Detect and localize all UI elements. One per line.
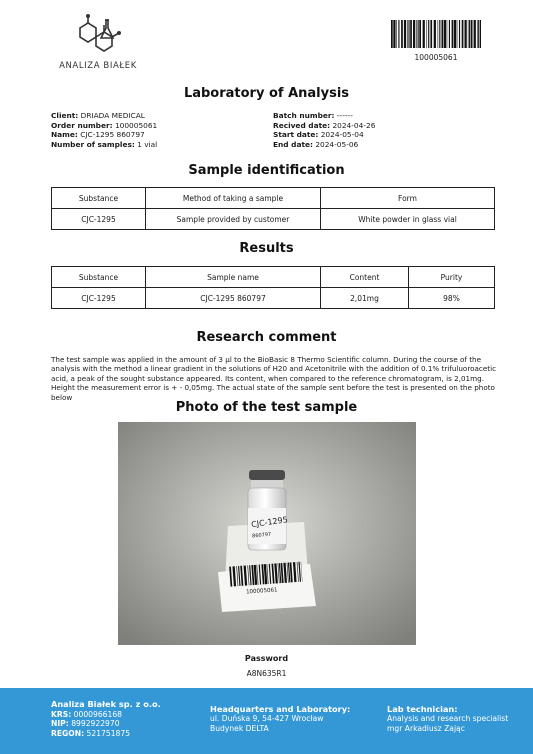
footer-headquarters [210,704,350,734]
barcode-bar [426,20,427,48]
barcode-bar [452,20,454,48]
tech-line2: mgr Arkadiusz Zając [387,724,465,733]
batch-value: ------ [336,111,353,120]
barcode-bar [396,20,397,48]
client-label: Client: [51,111,79,120]
password-value: A8N635R1 [246,669,287,678]
client-info-right [273,111,375,149]
table-header-cell: Form [321,188,495,209]
page-title: Laboratory of Analysis [183,86,350,101]
table-header-row [52,267,495,288]
name-value: CJC-1295 860797 [80,130,145,140]
barcode-bar [438,20,439,48]
barcode-bar [407,20,408,48]
krs-value: 0000966168 [73,709,122,719]
photo-heading: Photo of the test sample [175,400,358,415]
start-value: 2024-05-04 [320,130,364,140]
start-label: Start date: [273,130,319,140]
company-logo [52,14,144,76]
barcode-bar [478,20,479,48]
barcode-bar [430,20,432,48]
barcode-bar [416,20,417,48]
barcode-bar [459,20,460,48]
tech-title: Lab technician: [387,704,458,714]
footer [0,688,533,754]
barcode-bar [442,20,444,48]
barcode-bar [391,20,393,48]
table-cell: 98% [409,288,495,309]
barcode-bar [474,20,476,48]
vial-photo-illustration [118,422,416,645]
order-label: Order number: [51,120,113,130]
barcode-bar [465,20,467,48]
barcode-bar [468,20,469,48]
barcode-bar [457,20,458,48]
barcode-bar [434,20,436,48]
vial-label-text: CJC-1295 [250,515,289,530]
hq-title: Headquarters and Laboratory: [210,704,351,714]
barcode-bar [454,20,456,48]
samples-label: Number of samples: [51,139,135,149]
barcode-bar [413,20,415,48]
sample-identification-table [51,187,495,230]
table-header-cell: Sample name [146,267,321,288]
results-table [51,266,495,309]
table-cell: Sample provided by customer [146,209,321,230]
received-label: Recived date: [273,120,331,130]
footer-company [51,700,161,738]
results-heading: Results [239,241,294,256]
footer-company-name: Analiza Białek sp. z o.o. [51,699,161,709]
barcode-bar [418,20,419,48]
end-value: 2024-05-06 [315,139,359,149]
table-row [52,288,495,309]
table-row [52,209,495,230]
table-cell: CJC-1295 [52,288,146,309]
barcode-bar [410,20,412,48]
vial-sub-text: 860797 [251,531,272,540]
table-cell: CJC-1295 [52,209,146,230]
krs-label: KRS: [51,709,72,719]
table-cell: White powder in glass vial [321,209,495,230]
table-header-cell: Content [321,267,409,288]
barcode-bar [404,20,406,48]
research-comment: The test sample was applied in the amount of 3 µl to the BioBasic 8 Thermo Scientific column. During the course of the analysis with the method a linear gradient in the solutions of H20 and Acetonitrile with the addition of 0.1% trifuluoroacetic acid, a peak of the sought substance appeared. Its content, when compared to the reference chromatogram, is 2,01mg. Height the measurement error is + - 0,05mg. The actual state of the sample sent before the test is presented on the photo below [51,355,497,402]
table-header-cell: Substance [52,267,146,288]
barcode-bar [398,20,399,48]
client-info-left [51,111,157,149]
barcode-bar [419,20,421,48]
barcode-bar [423,20,425,48]
barcode-bar [447,20,448,48]
end-label: End date: [273,139,313,149]
batch-label: Batch number: [273,111,335,120]
client-value: DRIADA MEDICAL [80,111,145,120]
footer-technician [387,704,508,734]
hq-line2: Budynek DELTA [210,724,269,733]
nip-value: 8992922970 [71,719,120,729]
tech-line1: Analysis and research specialist [387,714,509,723]
name-label: Name: [51,130,78,140]
barcode-bar [444,20,446,48]
barcode-bar [439,20,440,48]
barcode-image [391,20,481,48]
received-value: 2024-04-26 [332,120,376,130]
barcode-bar [401,20,403,48]
barcode-bar [477,20,478,48]
barcode-bar [428,20,429,48]
sample-identification-heading: Sample identification [188,163,345,178]
table-header-cell: Purity [409,267,495,288]
table-header-cell: Method of taking a sample [146,188,321,209]
table-header-cell: Substance [52,188,146,209]
barcode-number: 100005061 [414,53,458,62]
password-label: Password [244,654,289,663]
molecule-flask-icon [72,14,124,58]
nip-label: NIP: [51,719,69,729]
barcode-bar [408,20,409,48]
barcode-bar [462,20,464,48]
barcode-bar [393,20,395,48]
barcode-bar [469,20,470,48]
table-cell: 2,01mg [321,288,409,309]
table-header-row [52,188,495,209]
barcode-bar [449,20,450,48]
regon-label: REGON: [51,728,85,738]
order-value: 100005061 [114,120,158,130]
sample-photo [118,422,416,645]
hq-line1: ul. Duńska 9, 54-427 Wrocław [210,714,324,723]
regon-value: 521751875 [86,728,131,738]
barcode-bar [480,20,481,48]
photo-barcode-number: 100005061 [245,587,278,596]
table-cell: CJC-1295 860797 [146,288,321,309]
barcode-bar [471,20,473,48]
samples-value: 1 vial [137,139,158,149]
logo-text: ANALIZA BIAŁEK [59,61,137,71]
research-heading: Research comment [196,330,337,345]
